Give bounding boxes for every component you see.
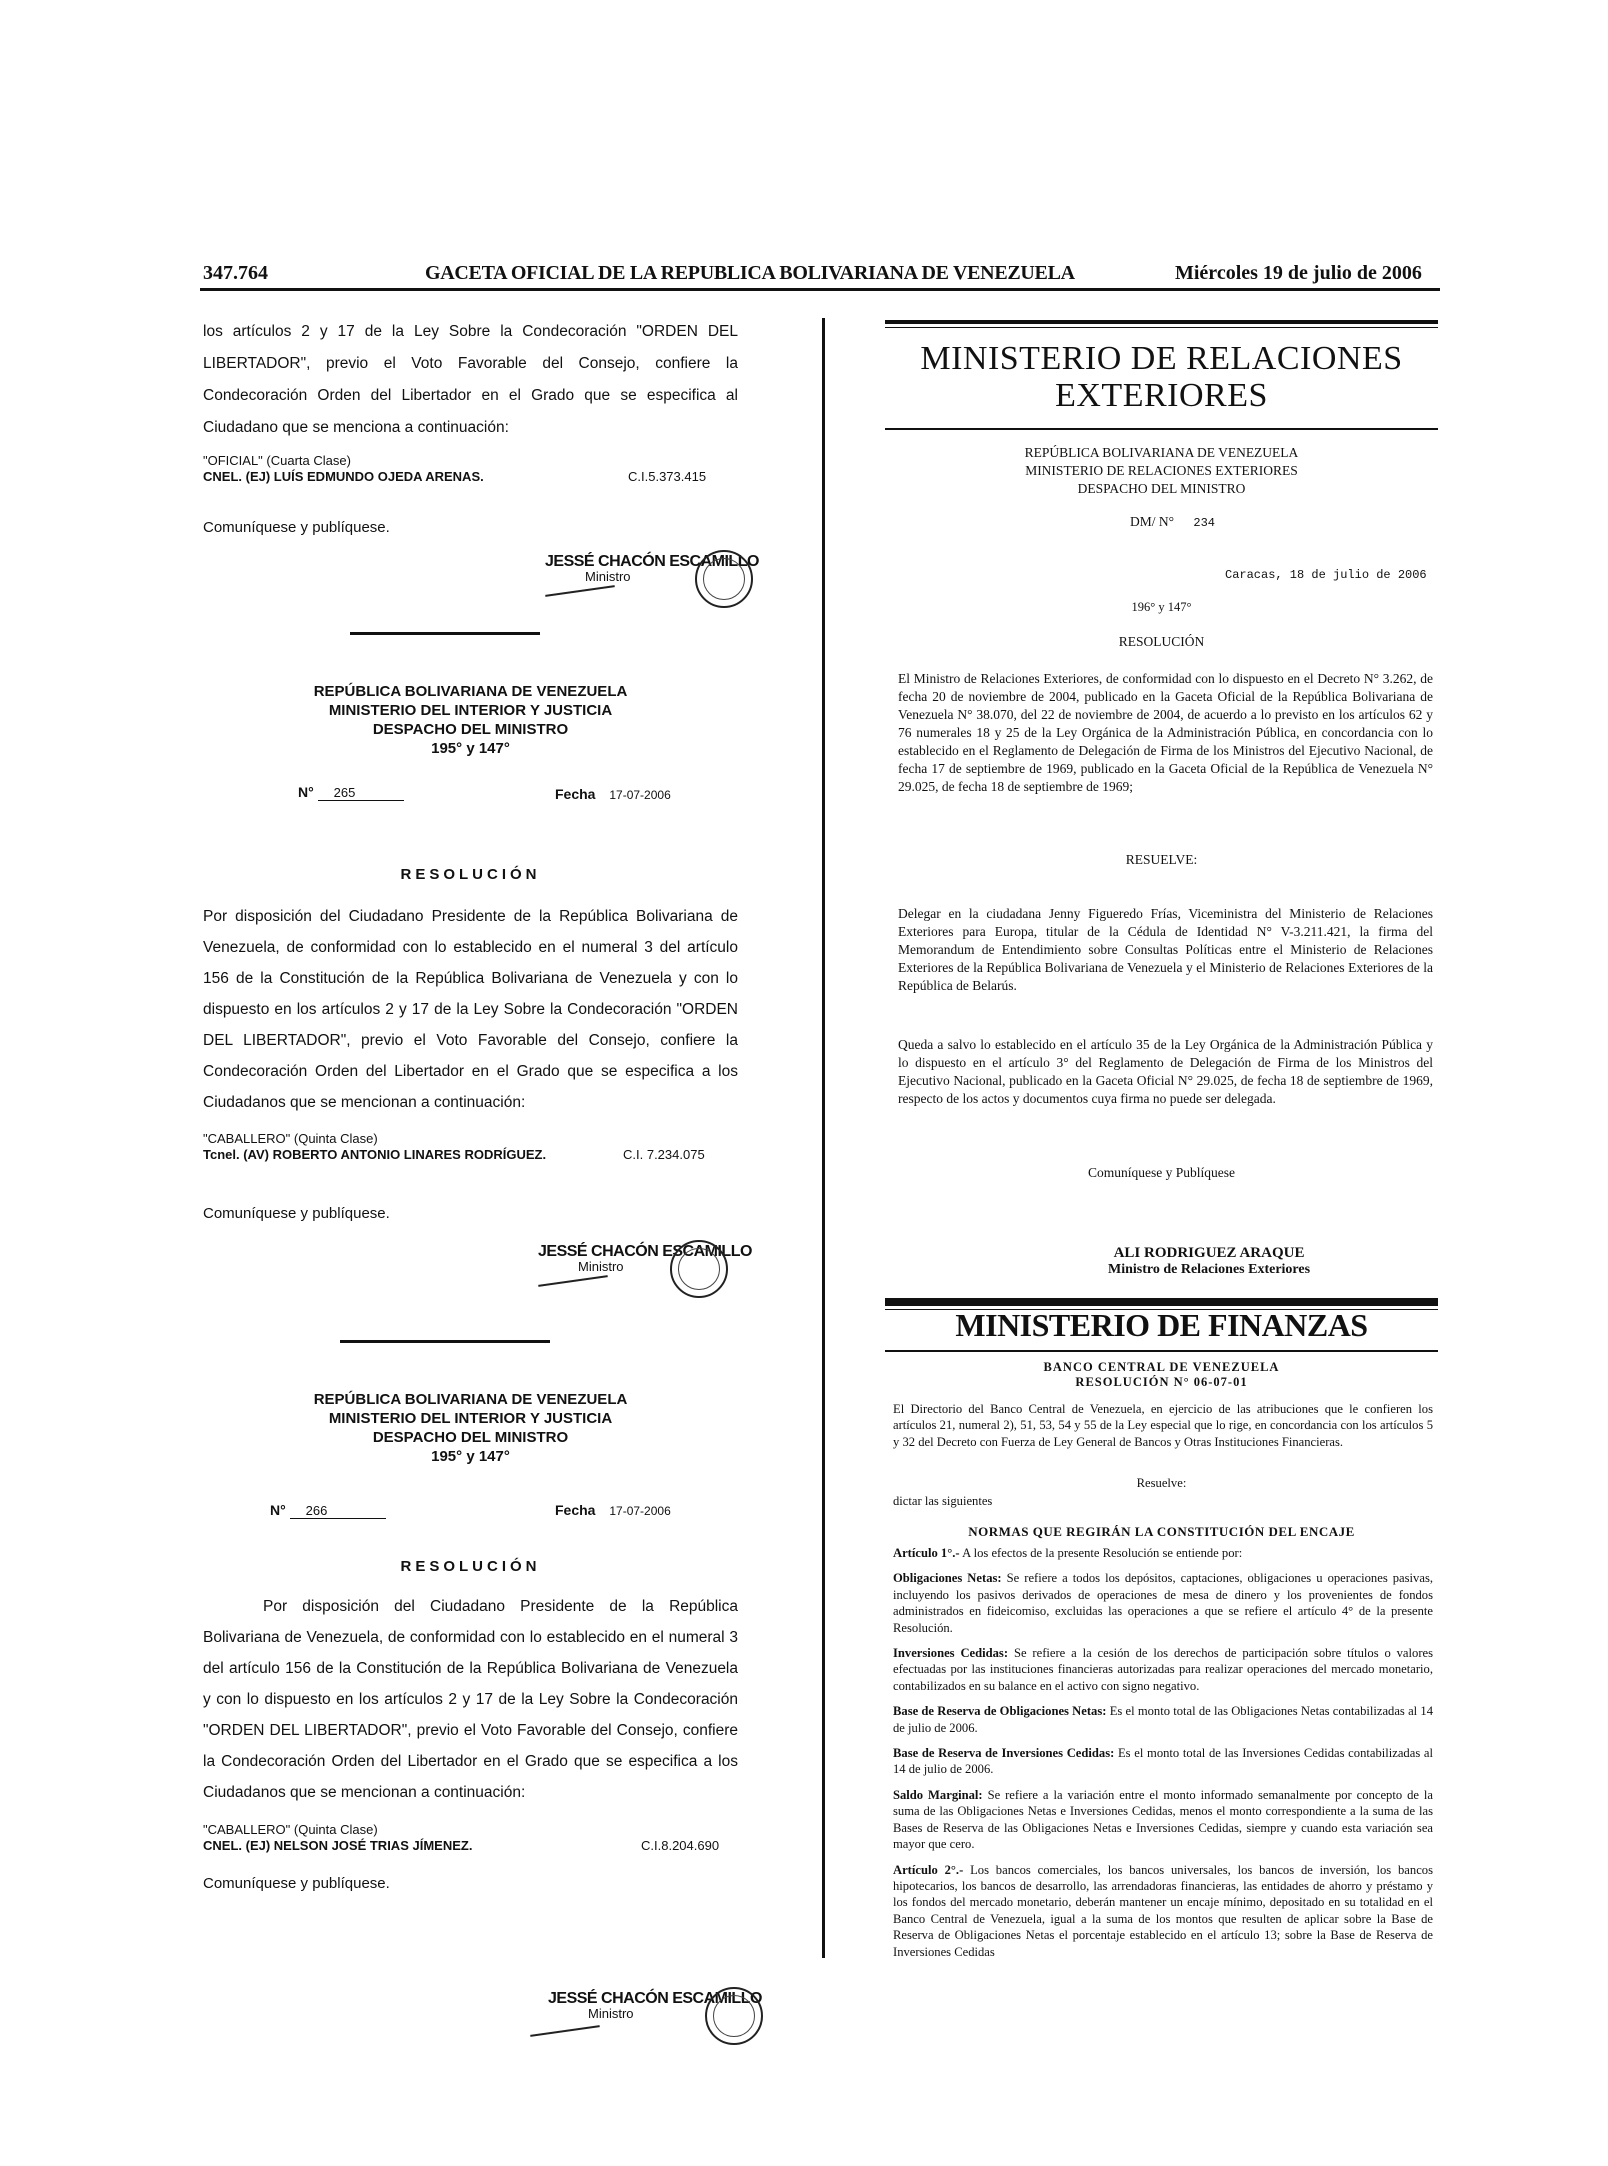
intro-paragraph: los artículos 2 y 17 de la Ley Sobre la Condecoración "ORDEN DEL LIBERTADOR", previo el Voto Favorable del Consejo, confiere la Condecoración Orden del Libertador en el Grado que se especifica al Ciudadano que se menciona a continuación: [203,323,738,436]
finanzas-title: MINISTERIO DE FINANZAS [955,1307,1368,1343]
mre-title-line-1: MINISTERIO DE RELACIONES [920,340,1403,377]
article-1 [893,1545,1433,1561]
definition-text: Se refiere a la variación entre el monto informado semanalmente por concepto de la suma de las Obligaciones Netas e Inversiones Cedidas, menos el monto correspondiente a la suma de las Bases de Reserva de las Obligaciones Netas e Inversiones Cedidas, siempre y cuando esta variación sea mayor que cero. [893,1787,1434,1852]
res-265-header [203,682,738,758]
finanzas-top-rule [885,1298,1438,1306]
definition-base-inversiones [893,1745,1433,1778]
republic-line: REPÚBLICA BOLIVARIANA DE VENEZUELA [313,683,628,700]
article-2-text: Los bancos comerciales, los bancos universales, los bancos de inversión, los bancos hipotecarios, los bancos de desarrollo, las arrendadoras financieras, las entidades de ahorro y préstamo y los fondos del mercado monetario, deberán mantener un encaje mínimo, depositado en su totalidad en el Banco Central de Venezuela, igual a la suma de los montos que resulten de aplicar sobre la Base de Reserva de Obligaciones Netas el porcentaje establecido en el artículo 13; sobre la Base de Reserva de Inversiones Cedidas [893,1862,1433,1959]
finanzas-title-rule [885,1350,1438,1352]
res-265-heading: RESOLUCIÓN [400,866,541,883]
recipient-name: Tcnel. (AV) ROBERTO ANTONIO LINARES RODRÍGUEZ. [203,1147,547,1162]
mre-resuelve: RESUELVE: [1125,852,1198,867]
res-265-number [298,784,404,801]
no-label: N° [270,1502,286,1518]
closing-1: Comuníquese y publíquese. [203,519,390,536]
republic-line: REPÚBLICA BOLIVARIANA DE VENEZUELA [1024,445,1299,460]
mre-body-2 [898,905,1433,995]
signature-title: Ministro [588,2006,634,2021]
mre-paragraph-2: Delegar en la ciudadana Jenny Figueredo Frías, Viceministra del Ministerio de Relaciones Exteriores para Europa, titular de la Cédula de Identidad N° V-3.211.421, la firma del Memorandum de Entendimiento sobre Consultas Políticas entre el Ministerio de Relaciones Exteriores de la República Bolivariana de Venezuela y el Ministerio de Relaciones Exteriores de la República de Belarús. [898,906,1433,993]
dm-value: 234 [1193,516,1216,530]
office-line: DESPACHO DEL MINISTRO [1077,481,1246,496]
definition-label: Obligaciones Netas: [893,1571,1002,1586]
article-2 [893,1862,1433,1960]
definition-saldo-marginal [893,1787,1433,1853]
res-265-body [203,901,738,1118]
res-265-paragraph: Por disposición del Ciudadano Presidente de la República Bolivariana de Venezuela, de conformidad con lo establecido en el numeral 3 del artículo 156 de la Constitución de la República Bolivariana de Venezuela y con lo dispuesto en los artículos 2 y 17 de la Ley Sobre la Condecoración "ORDEN DEL LIBERTADOR", previo el Voto Favorable del Consejo, confiere la Condecoración Orden del Libertador en el Grado que se especifica a los Ciudadanos que se mencionan a continuación: [203,908,738,1111]
signature-name: JESSÉ CHACÓN ESCAMILLO [548,1990,762,2007]
republic-line: REPÚBLICA BOLIVARIANA DE VENEZUELA [313,1391,628,1408]
ministry-line: MINISTERIO DE RELACIONES EXTERIORES [1025,463,1298,478]
mre-paragraph-3: Queda a salvo lo establecido en el artículo 35 de la Ley Orgánica de la Administración Pública y lo dispuesto en el artículo 3° del Reglamento de Delegación de Firma de los Ministros del Ejecutivo Nacional, publicado en la Gaceta Oficial N° 29.025, de fecha 18 de septiembre de 1969, respecto de los actos y documentos cuya firma no puede ser delegada. [898,1037,1433,1106]
bcv-intro-paragraph: El Directorio del Banco Central de Venezuela, en ejercicio de las atribuciones que le confieren los artículos 21, numeral 2), 51, 53, 54 y 55 de la Ley especial que lo rige, en concordancia con los artículos 5 y 32 del Decreto con Fuerza de Ley General de Bancos y Otras Instituciones Financieras. [893,1402,1433,1449]
res-265-closing: Comuníquese y publíquese. [203,1205,390,1222]
signature-name: JESSÉ CHACÓN ESCAMILLO [538,1243,752,1260]
mre-body-3 [898,1036,1433,1108]
res-266-header [203,1390,738,1466]
award-recipient [203,469,738,485]
res-266-body [203,1591,738,1808]
article-2-label: Artículo 2°.- [893,1862,964,1877]
fecha-label: Fecha [555,1502,596,1518]
ministry-seal [670,1240,728,1298]
office-line: DESPACHO DEL MINISTRO [372,1429,569,1446]
mre-top-rule-thin [885,327,1438,328]
res-266-award [203,1822,738,1854]
section-separator [340,1340,550,1343]
res-265-award [203,1131,738,1163]
bcv-articles [893,1545,1433,1960]
norms-title: NORMAS QUE REGIRÁN LA CONSTITUCIÓN DEL ENCAJE [968,1524,1355,1539]
mre-heading: RESOLUCIÓN [1118,634,1205,649]
recipient-name: CNEL. (EJ) LUÍS EDMUNDO OJEDA ARENAS. [203,469,484,484]
resolution-number: RESOLUCIÓN N° 06-07-01 [1075,1375,1248,1389]
res-266-number [270,1502,386,1519]
article-1-label: Artículo 1°.- [893,1546,960,1560]
mre-signer-block [1108,1245,1310,1278]
award-recipient [203,1147,738,1163]
mre-title-line-2: EXTERIORES [1055,377,1268,414]
definition-obligaciones-netas [893,1570,1433,1636]
res-266-closing: Comuníquese y publíquese. [203,1875,390,1892]
definition-label: Saldo Marginal: [893,1787,983,1802]
article-1-text: A los efectos de la presente Resolución se entiende por: [962,1546,1243,1560]
mre-header [885,444,1438,498]
award-1 [203,453,738,485]
mre-title-rule [885,428,1438,430]
ministry-line: MINISTERIO DEL INTERIOR Y JUSTICIA [328,702,613,719]
recipient-name: CNEL. (EJ) NELSON JOSÉ TRIAS JÍMENEZ. [203,1838,473,1853]
signature-stroke [530,2025,600,2037]
resolution-number: 265 [318,785,404,801]
award-recipient [203,1838,738,1854]
recipient-ci: C.I.5.373.415 [628,469,707,484]
issue-date: Miércoles 19 de julio de 2006 [1175,262,1422,284]
bcv-intro [893,1401,1433,1450]
signer-name: ALI RODRIGUEZ ARAQUE [1113,1245,1305,1261]
left-intro-block [203,316,738,444]
definition-label: Base de Reserva de Inversiones Cedidas: [893,1746,1115,1761]
signature-title: Ministro [585,569,631,584]
bank-name: BANCO CENTRAL DE VENEZUELA [1043,1360,1280,1374]
signer-title: Ministro de Relaciones Exteriores [1108,1262,1311,1277]
signature-stroke [538,1275,608,1287]
resolution-number: 266 [290,1503,386,1519]
column-divider [822,318,825,1958]
fecha-value: 17-07-2006 [609,788,671,802]
ministry-seal [695,550,753,608]
dm-label: DM/ N° [1130,514,1175,529]
fecha-label: Fecha [555,786,596,802]
mre-top-rule-thick [885,320,1438,324]
res-265-date [555,786,671,802]
mre-body-1 [898,670,1433,796]
mre-paragraph-1: El Ministro de Relaciones Exteriores, de conformidad con lo dispuesto en el Decreto N° 3.262, de fecha 20 de noviembre de 2004, publicado en la Gaceta Oficial de la República Bolivariana de Venezuela N° 38.070, del 22 de noviembre de 2004, de acuerdo a lo previsto en los artículos 62 y 76 numerales 18 y 25 de la Ley Orgánica de la Administración Pública, en concordancia con lo establecido en el Reglamento de Delegación de Firma de los Ministros del Ejecutivo Nacional, de fecha 17 de septiembre de 1969, publicado en la Gaceta Oficial de la República de Venezuela N° 29.025, de fecha 18 de septiembre de 1969; [898,671,1433,794]
years-line: 195° y 147° [431,740,510,757]
signature-stroke [545,585,615,597]
mre-place-date: Caracas, 18 de julio de 2006 [1225,568,1427,582]
mre-closing: Comuníquese y Publíquese [1088,1165,1235,1180]
res-266-heading: RESOLUCIÓN [400,1558,541,1575]
section-separator [350,632,540,635]
definition-text: Se refiere a todos los depósitos, captaciones, obligaciones u operaciones pasivas, incluyendo los pasivos derivados de operaciones de mesa de dinero y los provenientes de fondos administrados en fideicomiso, excluidas las operaciones a que se refiere el artículo 4° de la presente Resolución. [893,1571,1433,1635]
recipient-ci: C.I.8.204.690 [641,1838,720,1853]
award-rank: "OFICIAL" (Cuarta Clase) [203,453,351,468]
award-rank: "CABALLERO" (Quinta Clase) [203,1131,378,1146]
signature-title: Ministro [578,1259,624,1274]
definition-text: Es el monto total de las Obligaciones Netas contabilizadas al 14 de julio de 2006. [893,1704,1433,1735]
bcv-dictar: dictar las siguientes [893,1494,993,1508]
definition-label: Inversiones Cedidas: [893,1646,1009,1661]
ministry-line: MINISTERIO DEL INTERIOR Y JUSTICIA [328,1410,613,1427]
mre-years: 196° y 147° [1131,600,1192,614]
fecha-value: 17-07-2006 [609,1504,671,1518]
bcv-header [885,1360,1438,1390]
signature-name: JESSÉ CHACÓN ESCAMILLO [545,553,759,570]
award-rank: "CABALLERO" (Quinta Clase) [203,1822,378,1837]
definition-label: Base de Reserva de Obligaciones Netas: [893,1704,1107,1719]
header-rule [200,288,1440,291]
years-line: 195° y 147° [431,1448,510,1465]
res-266-paragraph: Por disposición del Ciudadano Presidente de la República Bolivariana de Venezuela, de conformidad con lo establecido en el numeral 3 del artículo 156 de la Constitución de la República Bolivariana de Venezuela y con lo dispuesto en los artículos 2 y 17 de la Ley Sobre la Condecoración "ORDEN DEL LIBERTADOR", previo el Voto Favorable del Consejo, confiere la Condecoración Orden del Libertador en el Grado que se especifica a los Ciudadanos que se mencionan a continuación: [203,1598,738,1801]
mre-dm-number [1130,514,1215,530]
res-266-date [555,1502,671,1518]
office-line: DESPACHO DEL MINISTRO [372,721,569,738]
definition-inversiones-cedidas [893,1645,1433,1694]
mre-title [885,340,1438,414]
definition-text: Es el monto total de las Inversiones Cedidas contabilizadas al 14 de julio de 2006. [893,1746,1433,1777]
gazette-title: GACETA OFICIAL DE LA REPUBLICA BOLIVARIANA DE VENEZUELA [425,262,1075,284]
definition-text: Se refiere a la cesión de los derechos de participación sobre títulos o valores efectuadas por las instituciones financieras autorizadas para realizar operaciones del mercado monetario, contabilizados en su balance en el activo con signo negativo. [893,1646,1434,1693]
no-label: N° [298,784,314,800]
recipient-ci: C.I. 7.234.075 [623,1147,705,1162]
page-number: 347.764 [203,262,268,284]
definition-base-obligaciones [893,1703,1433,1736]
bcv-resuelve: Resuelve: [1136,1476,1187,1490]
ministry-seal [705,1987,763,2045]
